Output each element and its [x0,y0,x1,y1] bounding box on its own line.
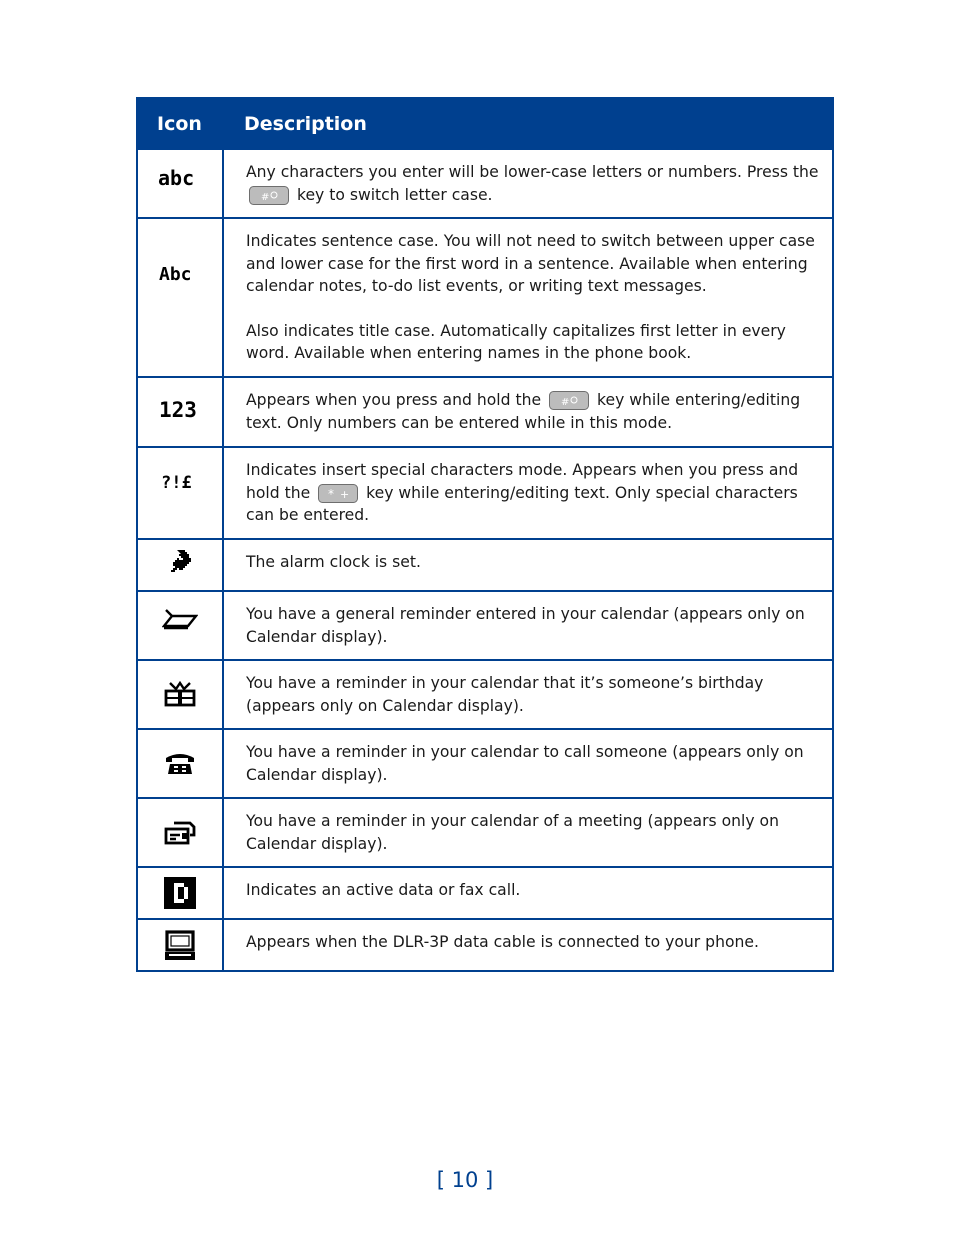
row-description: You have a reminder in your calendar that it’s someone’s birthday (appears only on Calendar display). [246,674,764,715]
abc-icon [138,150,224,217]
row-description: The alarm clock is set. [246,553,421,571]
table-row [138,797,832,866]
table-row [138,148,832,217]
table-row [138,376,832,446]
data-call-icon [138,868,224,918]
star-key-icon [318,484,358,503]
table-row [138,590,832,659]
call-reminder-icon [138,730,224,797]
icon-table [136,97,834,972]
row-description: You have a general reminder entered in your calendar (appears only on Calendar display). [246,605,805,646]
table-row [138,217,832,376]
svg-text:Abc: Abc [159,265,192,283]
table-row [138,918,832,970]
header-icon-label: Icon [157,112,202,135]
row-description: Any characters you enter will be lower-case letters or numbers. Press the # key to switch letter case. [246,163,819,204]
svg-text:abc: abc [157,169,194,187]
hash-key-icon [249,186,289,205]
row-description: Indicates sentence case. You will not need to switch between upper case and lower case for the first word in a sentence. Available when entering calendar notes, to-do list events, or writing text messages. Also indicates title case. Automatically capitalizes first letter in every word. Available when entering names in the phone book. [246,232,815,362]
hash-key-icon [549,391,589,410]
svg-text:+: + [340,487,350,501]
data-cable-icon [138,920,224,970]
row-description: You have a reminder in your calendar of a meeting (appears only on Calendar display). [246,812,779,853]
row-description: Indicates an active data or fax call. [246,881,521,899]
table-row [138,866,832,918]
svg-text:*: * [328,486,335,501]
table-header [138,99,832,148]
meeting-icon [138,799,224,866]
svg-text:?!£: ?!£ [161,473,192,490]
alarm-clock-icon [138,540,224,590]
birthday-icon [138,661,224,728]
header-description-label: Description [244,112,367,135]
table-row [138,538,832,590]
general-reminder-icon [138,592,224,659]
svg-text:#: # [261,191,270,203]
row-description: Appears when you press and hold the # key while entering/editing text. Only numbers can be entered while in this mode. [246,391,801,432]
row-description: Indicates insert special characters mode. Appears when you press and hold the * + key while entering/editing text. Only special characters can be entered. [246,461,799,524]
page-number: [ 10 ] [436,1168,494,1192]
table-row [138,446,832,538]
svg-text:#: # [561,397,570,408]
svg-text:123: 123 [159,398,197,420]
table-row [138,659,832,728]
table-row [138,728,832,797]
special-chars-icon [138,448,224,538]
Abc-icon [138,219,224,376]
row-description: Appears when the DLR-3P data cable is connected to your phone. [246,933,759,951]
row-description: You have a reminder in your calendar to call someone (appears only on Calendar display). [246,743,804,784]
123-icon [138,378,224,446]
